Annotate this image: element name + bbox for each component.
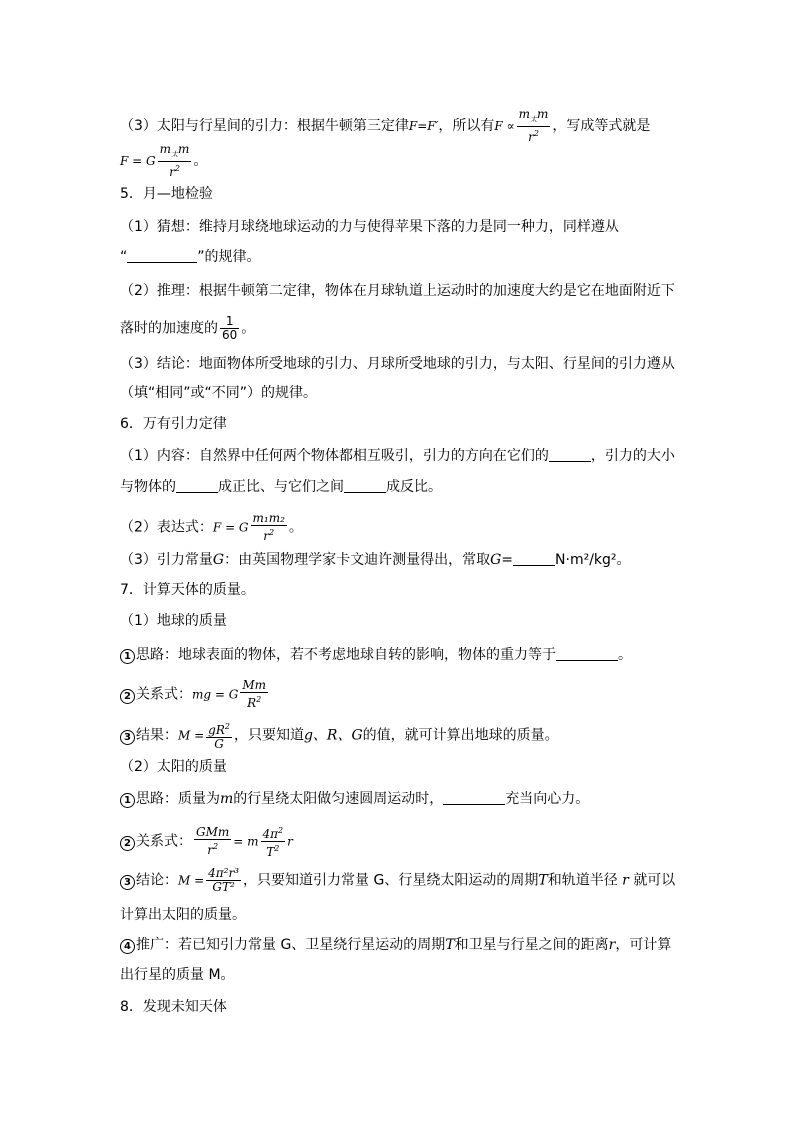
sec6-constant-line: （3）引力常量G：由英国物理学家卡文迪许测量得出，常取G= N·m²/kg²。 (120, 552, 631, 568)
section-5-title: 5．月—地检验 (120, 186, 213, 202)
sun-planet-gravity-line (120, 108, 650, 144)
earth-relation-line: 2 关系式：mg = G $\frac{Mm}{R^2}$ (120, 679, 270, 710)
fill-blank[interactable] (344, 478, 386, 493)
section-6-title: 6．万有引力定律 (120, 416, 227, 432)
circled-number-2: 2 (120, 689, 135, 704)
circled-number-1: 1 (120, 649, 135, 664)
sun-idea-line: 1 思路：质量为m的行星绕太阳做匀速圆周运动时， 充当向心力。 (120, 789, 589, 809)
formula-eq-lhs: F = G (120, 154, 156, 169)
fill-blank[interactable] (443, 790, 505, 805)
sun-conclusion-line1: 3 结论：M = $\frac{\text{4π²r³}}{\text{GT²}}$ ，只要知道引力常量 G、行星绕太阳运动的周期T和轨道半径 r 就可以 (120, 867, 675, 894)
sec5-guess-line1: （1）猜想：维持月球绕地球运动的力与使得苹果下落的力是同一种力，同样遵从 (120, 219, 619, 235)
formula-third-law: F=F′ (408, 119, 439, 134)
sun-conclusion-line2: 计算出太阳的质量。 (120, 907, 246, 923)
sec5-reason-line2: 落时的加速度的 $\frac{1}{60}$ 。 (120, 314, 256, 342)
sec5-reason-line1: （2）推理：根据牛顿第二定律，物体在月球轨道上运动时的加速度大约是它在地面附近下 (120, 283, 675, 299)
gravity-equation-line: F = G $\frac{m_太m}{r^2}$ 。 (120, 142, 208, 180)
text: （3）太阳与行星间的引力：根据牛顿第三定律 (120, 118, 409, 135)
fraction-4pi2r3-over-GT2: $\frac{\text{4π²r³}}{\text{GT²}}$ (208, 866, 240, 894)
fill-blank[interactable] (176, 478, 218, 493)
fill-blank[interactable] (127, 248, 197, 263)
fraction-Mm-over-R2: $\frac{Mm}{R^2}$ (242, 678, 267, 710)
fraction-GMm-over-r2: $\frac{\text{GMm}}{r^2}$ (196, 825, 230, 857)
sec5-conclusion-line2: （填“相同”或“不同”）的规律。 (120, 385, 318, 401)
fraction-one-sixtieth: $\frac{1}{60}$ (222, 314, 238, 342)
earth-mass-title: （1）地球的质量 (120, 613, 227, 629)
fraction-mass-over-r2: $\frac{m_太m}{r^2}$ (518, 107, 549, 145)
circled-number-2: 2 (120, 836, 135, 851)
sun-mass-title: （2）太阳的质量 (120, 759, 227, 775)
fraction-mass-over-r2-eq: $\frac{m_太m}{r^2}$ (159, 142, 190, 180)
fraction-4pi2-over-T2: $\frac{4\pi^2}{T^2}$ (262, 826, 284, 859)
text: ，写成等式就是 (552, 118, 651, 135)
sun-relation-line: 2 关系式： $\frac{\text{GMm}}{r^2}$ = m $\frac{4\pi^2}{T^2}$ r (120, 824, 293, 859)
sec5-conclusion-line1: （3）结论：地面物体所受地球的引力、月球所受地球的引力，与太阳、行星间的引力遵从 (120, 356, 675, 372)
fill-blank[interactable] (513, 551, 555, 566)
fill-blank[interactable] (549, 447, 591, 462)
fraction-m1m2-over-r2: $\frac{\text{m₁m₂}}{r^2}$ (252, 511, 285, 543)
text: ，所以有 (438, 118, 495, 135)
earth-result-line: 3 结果：M = $\frac{gR^2}{G}$ ，只要知道g、R、G的值，就可计算出地球的质量。 (120, 720, 559, 751)
sec6-content-line2: 与物体的 成正比、与它们之间 成反比。 (120, 479, 442, 495)
earth-idea-line: 1 思路：地球表面的物体，若不考虑地球自转的影响，物体的重力等于 。 (120, 645, 632, 665)
generalize-line1: 4 推广：若已知引力常量 G、卫星绕行星运动的周期T和卫星与行星之间的距离r，可计算 (120, 935, 671, 955)
fill-blank[interactable] (556, 646, 618, 661)
circled-number-1: 1 (120, 793, 135, 808)
circled-number-3: 3 (120, 730, 135, 745)
sec6-content-line1: （1）内容：自然界中任何两个物体都相互吸引，引力的方向在它们的 ，引力的大小 (120, 448, 675, 464)
sec6-expression-line: （2）表达式：F = G $\frac{\text{m₁m₂}}{r^2}$ 。 (120, 511, 303, 543)
sec5-guess-line2: “ ”的规律。 (120, 249, 261, 265)
circled-number-3: 3 (120, 875, 135, 890)
circled-number-4: 4 (120, 939, 135, 954)
formula-proportional-lhs: F ∝ (494, 119, 515, 134)
section-7-title: 7．计算天体的质量。 (120, 582, 255, 598)
fraction-gR2-over-G: $\frac{gR^2}{G}$ (208, 722, 230, 751)
section-8-title: 8．发现未知天体 (120, 999, 227, 1015)
generalize-line2: 出行星的质量 M。 (120, 967, 235, 983)
